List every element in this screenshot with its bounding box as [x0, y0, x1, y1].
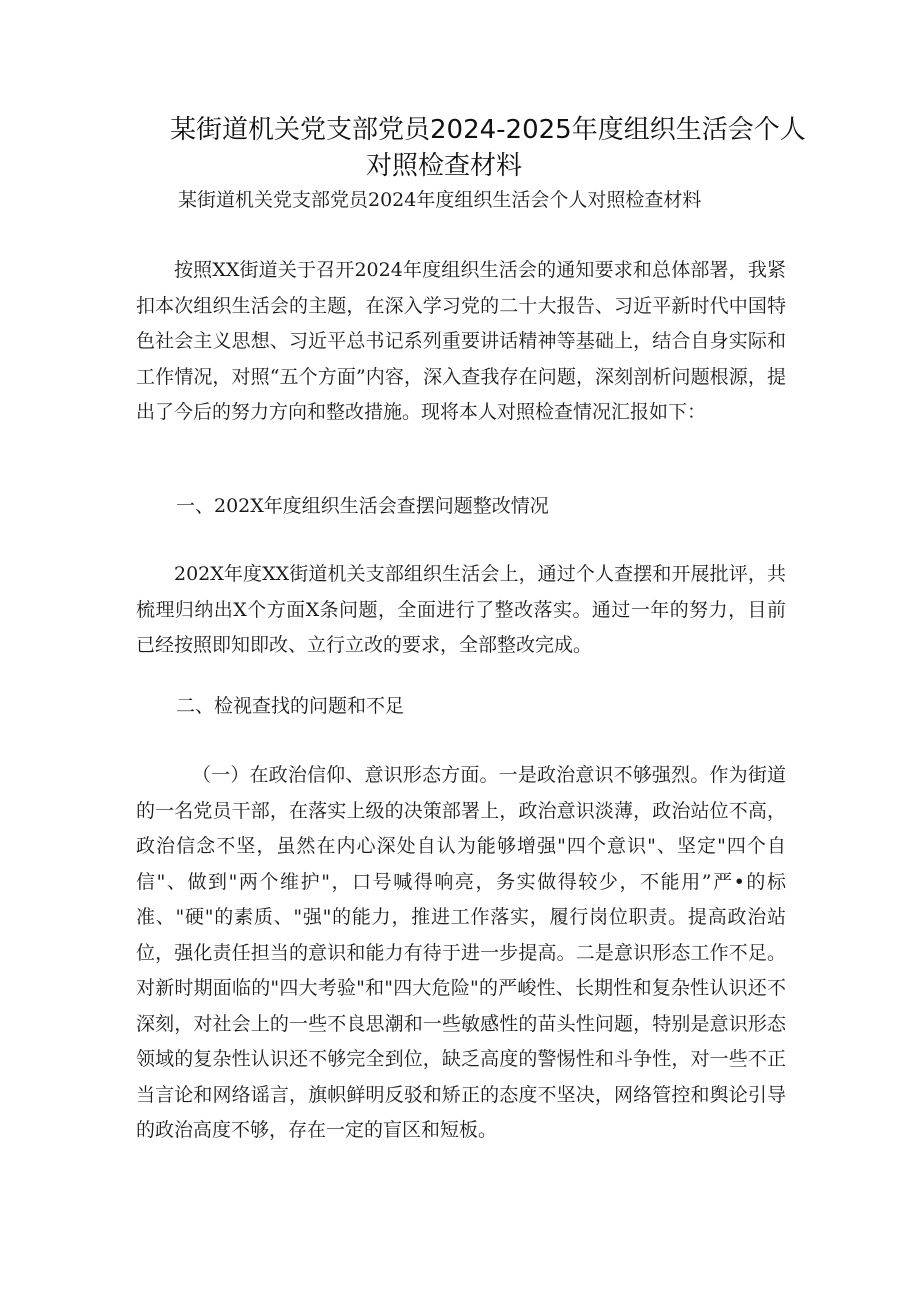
document-title-line-1: 某街道机关党支部党员2024-2025年度组织生活会个人 [170, 115, 806, 145]
intro-paragraph: 按照XX街道关于召开2024年度组织生活会的通知要求和总体部署，我紧扣本次组织生活会的主题，在深入学习党的二十大报告、习近平新时代中国特色社会主义思想、习近平总书记系列重要讲话精神等基础上，结合自身实际和工作情况，对照“五个方面”内容，深入查我存在问题，深刻剖析问题根源，提出了今后的努力方向和整改措施。现将本人对照检查情况汇报如下： [136, 259, 786, 423]
section-2-paragraph: （一）在政治信仰、意识形态方面。一是政治意识不够强烈。作为街道的一名党员干部，在落实上级的决策部署上，政治意识淡薄，政治站位不高，政治信念不坚，虽然在内心深处自认为能够增强"四个意识"、坚定"四个自信"、做到"两个维护"，口号喊得响亮，务实做得较少，不能用”严•的标准、"硬"的素质、"强"的能力，推进工作落实，履行岗位职责。提高政治站位，强化责任担当的意识和能力有待于进一步提高。二是意识形态工作不足。对新时期面临的"四大考验"和"四大危险"的严峻性、长期性和复杂性认识还不深刻，对社会上的一些不良思潮和一些敏感性的苗头性问题，特别是意识形态领域的复杂性认识还不够完全到位，缺乏高度的警惕性和斗争性，对一些不正当言论和网络谣言，旗帜鲜明反驳和矫正的态度不坚决，网络管控和舆论引导的政治高度不够，存在一定的盲区和短板。 [136, 764, 786, 1141]
section-heading-1: 一、202X年度组织生活会查摆问题整改情况 [176, 495, 549, 517]
section-heading-2: 二、检视查找的问题和不足 [176, 695, 405, 717]
document-title-line-2: 对照检查材料 [366, 151, 523, 181]
document-title [170, 112, 810, 184]
section-1-paragraph: 202X年度XX街道机关支部组织生活会上，通过个人查摆和开展批评，共梳理归纳出X个方面X条问题，全面进行了整改落实。通过一年的努力，目前已经按照即知即改、立行立改的要求，全部整改完成。 [136, 563, 786, 656]
document-subtitle: 某街道机关党支部党员2024年度组织生活会个人对照检查材料 [178, 189, 702, 211]
